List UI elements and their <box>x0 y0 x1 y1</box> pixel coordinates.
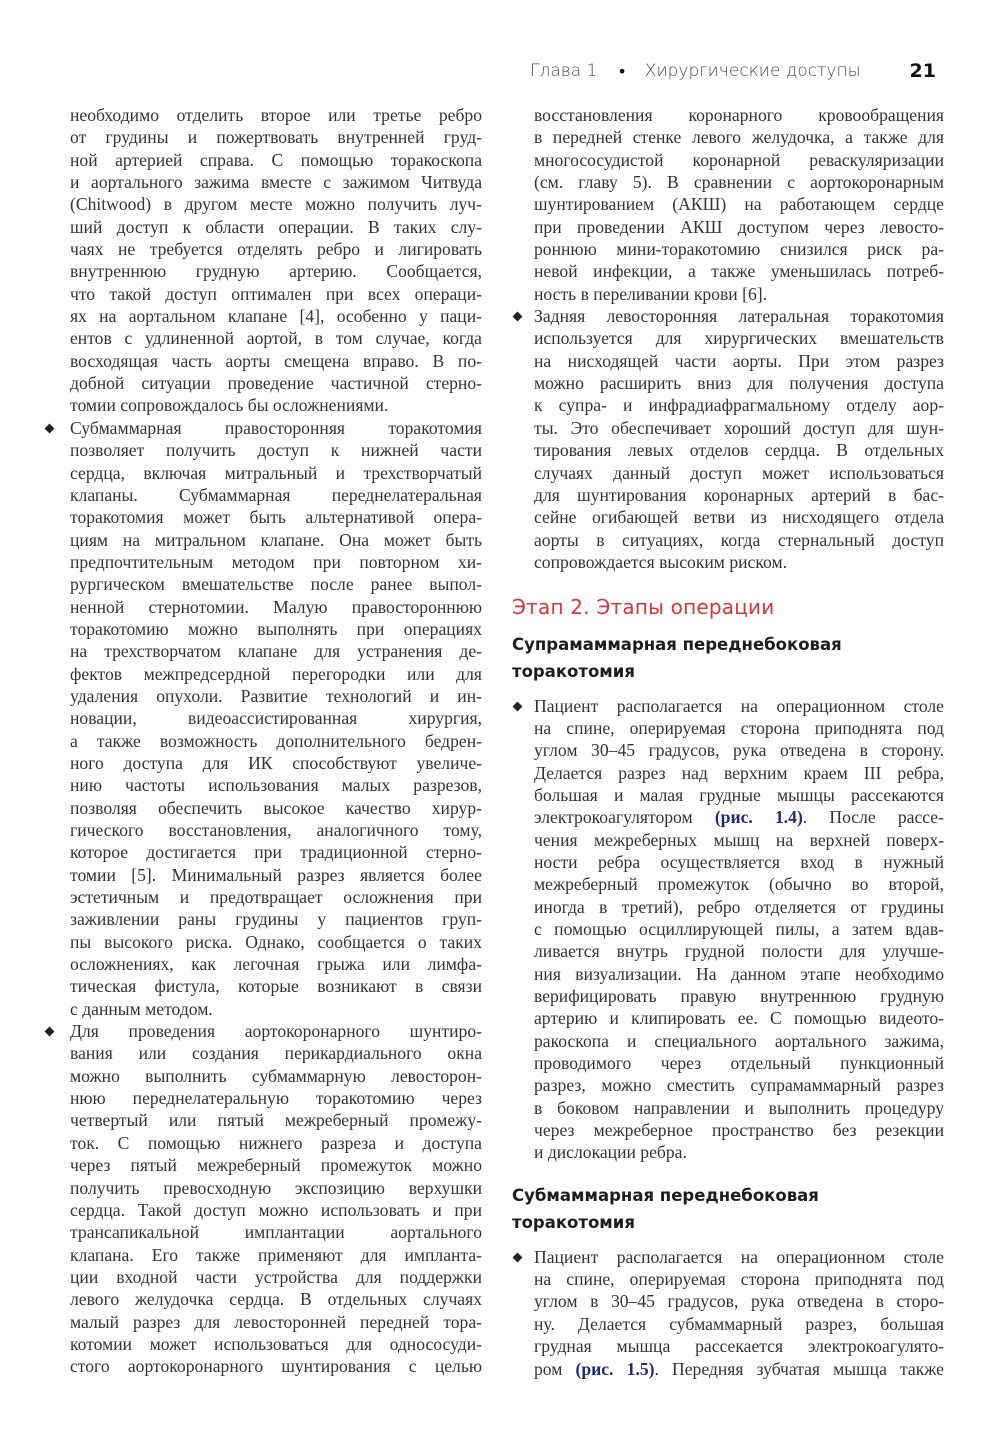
text-line: для шунтирования коронарных артерий в бас- <box>534 484 944 505</box>
text-line: ший доступ к области операции. В таких слу- <box>70 216 482 237</box>
text-line: ну. Делается субмаммарный разрез, большая <box>534 1313 944 1334</box>
text-line: углом в 30–45 градусов, рука отведена в сторо- <box>534 1291 944 1312</box>
text-line: невой инфекции, а также уменьшилась потреб- <box>534 261 944 282</box>
text-line: осложнениях, как легочная грыжа или лимфа- <box>70 954 482 975</box>
text-line: Пациент располагается на операционном столе <box>534 695 944 716</box>
text-line: через пятый межреберный промежуток можно <box>70 1155 482 1176</box>
bullet-item-submammary-procedure <box>512 1246 944 1380</box>
bullet-item-posterior-thoracotomy <box>512 305 944 573</box>
text-line: разрез, можно сместить супрамаммарный разрез <box>534 1075 944 1096</box>
text-line: удаления опухоли. Развитие технологий и ин- <box>70 685 482 706</box>
text-line: циям на митральном клапане. Она может быть <box>70 529 482 550</box>
text-line: сопровождается высоким риском. <box>534 551 787 572</box>
text-line: углом 30–45 градусов, рука отведена в сторону. <box>534 740 944 761</box>
text-line: заживлении раны грудины у пациентов груп- <box>70 909 482 930</box>
text-line: ентов с удлиненной аортой, в том случае, когда <box>70 328 482 349</box>
text-line: чения межреберных мышц на верхней поверх- <box>534 829 944 850</box>
ref-line: электрокоагулятором (рис. 1.4). После рассе- <box>534 807 944 828</box>
text-line: сердца. Такой доступ можно использовать и при <box>70 1199 482 1220</box>
diamond-bullet-icon <box>513 1252 523 1262</box>
text-line: новации, видеоассистированная хирургия, <box>70 708 482 729</box>
text-line: восстановления коронарного кровообращения <box>534 105 944 125</box>
text-line: фектов межпредсердной перегородки или для <box>70 663 482 684</box>
text-line: котомии может использоваться для однососуди- <box>70 1333 482 1354</box>
text-line: можно расширить вниз для получения доступа <box>534 373 944 394</box>
text-line: тирования левых отделов сердца. В отдельных <box>534 440 944 461</box>
text-line: пы высокого риска. Однако, сообщается о таких <box>70 931 482 952</box>
text-line: а также возможность дополнительного бедрен- <box>70 730 482 751</box>
text-line: ток. С помощью нижнего разреза и доступа <box>70 1132 482 1153</box>
text-line: верифицировать правую внутреннюю грудную <box>534 986 944 1007</box>
running-header <box>530 56 950 86</box>
text-line: позволяя обеспечить высокое качество хирур- <box>70 797 482 818</box>
text-line: многососудистой коронарной реваскуляризации <box>534 149 944 170</box>
header-separator-icon: • <box>617 61 627 81</box>
bullet-item-left-submammary <box>42 1020 482 1378</box>
text-line: на спине, оперируемая сторона приподнята под <box>534 717 944 738</box>
text-line: ракоскопа и специального аортального зажима, <box>534 1030 944 1051</box>
text-line: которое достигается при традиционной стерно- <box>70 842 482 863</box>
bullet-text <box>534 1246 944 1380</box>
bullet-item-right-submammary <box>42 417 482 1020</box>
text-line: через межреберное пространство без резекции <box>534 1120 944 1141</box>
continuation-paragraph <box>512 104 944 305</box>
text-line: межреберный промежуток (обычно во второй, <box>534 874 944 895</box>
section-heading: Этап 2. Этапы операции <box>512 595 775 620</box>
text-line: позволяет получить доступ к нижней части <box>70 440 482 461</box>
text-line: левого желудочка сердца. В отдельных случаях <box>70 1289 482 1310</box>
text-line: Пациент располагается на операционном столе <box>534 1246 944 1267</box>
text-line: нюю переднелатеральную торакотомию через <box>70 1088 482 1109</box>
text-line: гического восстановления, аналогичного тому, <box>70 820 482 840</box>
text-line: ях на аортальном клапане [4], особенно у паци- <box>70 306 482 327</box>
text-line: чаях не требуется отделять ребро и лигировать <box>70 239 482 260</box>
diamond-bullet-icon <box>45 423 55 433</box>
text-line: случаях данный доступ может использоваться <box>534 462 944 483</box>
text-line: томии сопровождалось бы осложнениями. <box>70 395 389 416</box>
text-line: в передней стенке левого желудочка, а также для <box>534 127 944 148</box>
text-line: на спине, оперируемая сторона приподнята под <box>534 1269 944 1290</box>
ref-line: ром (рис. 1.5). Передняя зубчатая мышца также <box>534 1358 944 1379</box>
text-line: восходящая часть аорты смещена вправо. В по- <box>70 350 482 371</box>
continuation-paragraph <box>70 104 482 417</box>
left-column <box>70 104 482 1378</box>
text-line: на нисходящей части аорты. При этом разрез <box>534 350 944 371</box>
text-line: трансапикальной имплантации аортального <box>70 1222 482 1243</box>
diamond-bullet-icon <box>513 701 523 711</box>
diamond-bullet-icon <box>513 312 523 322</box>
text-line: аорты в ситуациях, когда стернальный доступ <box>534 529 944 550</box>
diamond-bullet-icon <box>45 1027 55 1037</box>
text-line: и аортального зажима вместе с зажимом Читвуда <box>70 172 482 193</box>
text-line: шунтированием (АКШ) на работающем сердце <box>534 194 944 215</box>
text-line: необходимо отделить второе или третье ребро <box>70 105 482 125</box>
text-line: малый разрез для левосторонней передней тора- <box>70 1311 482 1332</box>
text-line: ности ребра осуществляется вход в нужный <box>534 851 944 872</box>
text-line: с помощью осциллирующей пилы, а затем вдав- <box>534 919 944 939</box>
text-line: нию частоты использования малых разрезов, <box>70 775 482 796</box>
chapter-title: Хирургические доступы <box>644 61 861 81</box>
page-number: 21 <box>909 60 936 82</box>
text-line: что такой доступ оптимален при всех операци- <box>70 283 482 304</box>
text-line: торакотомия может быть альтернативой опера- <box>70 507 482 528</box>
text-line: можно выполнить субмаммарную левосторон- <box>70 1065 482 1086</box>
text-line: на трехстворчатом клапане для устранения де- <box>70 641 482 662</box>
bullet-item-supramammary-procedure <box>512 695 944 1164</box>
text-line: предпочтительным методом при повторном хи- <box>70 551 482 572</box>
text-line: эстетичным и предотвращает осложнения при <box>70 887 482 908</box>
text-line: проводимого через отдельный пункционный <box>534 1053 944 1074</box>
text-line: большая и малая грудные мышцы рассекаются <box>534 784 944 805</box>
text-line: от грудины и пожертвовать внутренней груд- <box>70 127 482 148</box>
text-line: стого аортокоронарного шунтирования с целью <box>70 1356 482 1377</box>
text-line: ненной стернотомии. Малую правостороннюю <box>70 596 482 617</box>
figure-reference-link[interactable]: (рис. 1.5) <box>575 1358 655 1379</box>
text-line: четвертый или пятый межреберный промежу- <box>70 1110 482 1131</box>
text-line: ливается внутрь грудной полости для улучше- <box>534 941 944 962</box>
text-line: Делается разрез над верхним краем III ребра, <box>534 762 944 783</box>
bullet-text <box>534 305 944 573</box>
figure-reference-link[interactable]: (рис. 1.4) <box>714 807 803 828</box>
chapter-label: Глава 1 <box>530 61 598 81</box>
subsection-heading-supramammary: Супрамаммарная переднебоковая торакотомия <box>512 634 842 681</box>
text-line: томии [5]. Минимальный разрез является более <box>70 864 482 885</box>
text-line: Задняя левосторонняя латеральная торакотомия <box>534 306 944 327</box>
text-line: внутреннюю грудную артерию. Сообщается, <box>70 261 482 282</box>
text-line: иногда в третий), ребро отделяется от грудины <box>534 896 944 917</box>
text-line: с данным методом. <box>70 998 213 1019</box>
text-line: добной ситуации проведение частичной стерно- <box>70 373 482 394</box>
text-line: тическая фистула, которые возникают в связи <box>70 976 482 997</box>
text-line: роннюю мини-торакотомию снизился риск ра- <box>534 239 944 260</box>
text-line: клапаны. Субмаммарная переднелатеральная <box>70 484 482 505</box>
text-line: и дислокации ребра. <box>534 1142 687 1163</box>
text-line: рургическом вмешательстве после ранее выпол- <box>70 574 482 595</box>
text-line: (Chitwood) в другом месте можно получить луч- <box>70 194 482 215</box>
text-line: сейне огибающей ветви из нисходящего отдела <box>534 507 944 528</box>
text-line: ты. Это обеспечивает хороший доступ для шун- <box>534 417 944 438</box>
text-line: (см. главу 5). В сравнении с аортокоронарным <box>534 172 944 193</box>
text-line: при проведении АКШ доступом через левосто- <box>534 216 944 237</box>
text-line: ции входной части устройства для поддержки <box>70 1266 482 1287</box>
text-line: Субмаммарная правосторонняя торакотомия <box>70 417 482 438</box>
right-column <box>512 104 944 1380</box>
text-line: к супра- и инфрадиафрагмальному отделу аор- <box>534 395 944 416</box>
text-line: ность в переливании крови [6]. <box>534 283 768 304</box>
text-line: клапана. Его также применяют для импланта- <box>70 1244 482 1265</box>
subsection-heading-submammary: Субмаммарная переднебоковая торакотомия <box>512 1185 819 1232</box>
text-line: артерию и клипировать ее. С помощью видеото- <box>534 1008 944 1029</box>
text-line: получить превосходную экспозицию верхушки <box>70 1177 482 1198</box>
text-line: грудная мышца рассекается электрокоагулято- <box>534 1336 944 1357</box>
text-line: ния визуализации. На данном этапе необходимо <box>534 963 944 984</box>
bullet-text <box>70 1020 482 1378</box>
text-line: торакотомию можно выполнять при операциях <box>70 618 482 639</box>
bullet-text <box>534 695 944 1164</box>
text-line: ного доступа для ИК способствуют увеличе- <box>70 752 482 773</box>
bullet-text <box>70 417 482 1020</box>
text-line: Для проведения аортокоронарного шунтиро- <box>70 1021 482 1042</box>
text-line: в боковом направлении и выполнить процедуру <box>534 1097 944 1118</box>
text-line: ной артерией справа. С помощью торакоскопа <box>70 149 482 170</box>
text-line: используется для хирургических вмешательств <box>534 328 944 349</box>
text-line: сердца, включая митральный и трехстворчатый <box>70 462 482 483</box>
text-line: вания или создания перикардиального окна <box>70 1043 482 1064</box>
